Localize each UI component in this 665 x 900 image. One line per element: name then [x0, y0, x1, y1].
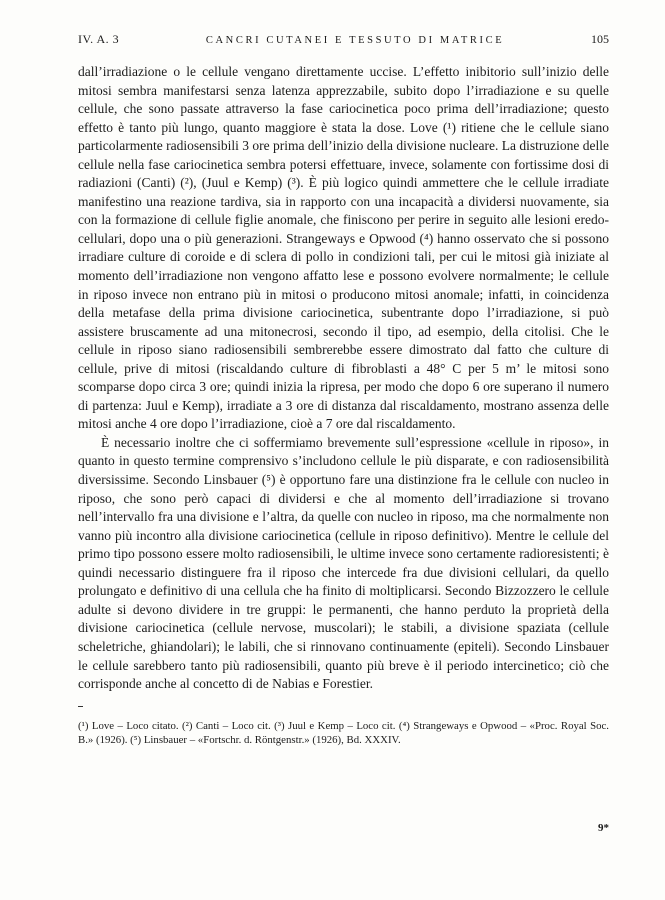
paragraph: dall’irradiazione o le cellule vengano direttamente uccise. L’effetto inibitorio sull’inizio delle mitosi sembra manifestarsi senza latenza apprezzabile, subito dopo l’irradiazione e su quelle cellule, che sono passate attraverso la fase cariocinetica poco prima dell’irradiazione; questo effetto è tanto più lungo, quanto maggiore è stata la dose. Love (¹) ritiene che le cellule siano particolarmente radiosensibili 3 ore prima dell’inizio della divisione nucleare. La distruzione delle cellule nella fase cariocinetica sembra potersi effettuare, invece, solamente con fortissime dosi di radiazioni (Canti) (²), (Juul e Kemp) (³). È più logico quindi ammettere che le cellule irradiate manifestino una reazione tardiva, sia in rapporto con una incapacità a dividersi nuovamente, sia con la formazione di cellule figlie anomale, che finiscono per perire in seguito alle lesioni eredo-cellulari, dopo una o più generazioni. Strangeways e Opwood (⁴) hanno osservato che si possono irradiare culture di coroide e di sclera di pollo in condizioni tali, per cui le mitosi già iniziate al momento dell’irradiazione non vengono affatto lese e possono evolvere normalmente; le cellule in riposo invece non entrano più in mitosi o producono mitosi anomale; infatti, in coincidenza della metafase della prima divisione cariocinetica, subentrante dopo l’irradiazione, si può assistere bruscamente ad una mitonecrosi, secondo il tipo, ad esempio, della citolisi. Che le cellule in riposo siano radiosensibili sembrerebbe essere dimostrato dal fatto che culture di cellule, prive di mitosi (riscaldando culture di fibroblasti a 48° C per 5 m’ le mitosi sono scomparse dopo circa 3 ore; quindi inizia la ripresa, per modo che dopo 6 ore superano il numero di partenza: Juul e Kemp), irradiate a 3 ore di distanza dal riscaldamento, mostrano assenza delle mitosi anche 4 ore dopo l’irradiazione, cioè a 7 ore dal riscaldamento.	[78, 64, 609, 432]
body-text	[78, 63, 609, 694]
paragraph: È necessario inoltre che ci soffermiamo brevemente sull’espressione «cellule in riposo», in quanto in questo termine comprensivo s’includono cellule le più disparate, e con radiosensibilità diversissime. Secondo Linsbauer (⁵) è opportuno fare una distinzione fra le cellule con nucleo in riposo, che sono però capaci di dividersi e che al momento dell’irradiazione si trovano nell’intervallo fra una divisione e l’altra, da quelle con nucleo in riposo, ma che normalmente non vanno più incontro alla divisione cariocinetica (cellule in riposo definitivo). Mentre le cellule del primo tipo possono essere molto radiosensibili, le ultime invece sono certamente radioresistenti; è quindi necessario distinguere fra il riposo che intercede fra due divisioni cellulari, da quello prolungato e definitivo di una cellula che ha finito di moltiplicarsi. Secondo Bizzozzero le cellule adulte si devono dividere in tre gruppi: le permanenti, che hanno perduto la proprietà della divisione cariocinetica (cellule nervose, muscolari); le stabili, a divisione spaziata (cellule scheletriche, ghiandolari); le labili, che si rinnovano continuamente (epiteli). Secondo Linsbauer le cellule sarebbero tanto più radiosensibili, quanto più breve è il periodo intercinetico; ciò che corrisponde anche al concetto di de Nabias e Forestier.	[78, 434, 609, 692]
footnotes: (¹) Love – Loco citato. (²) Canti – Loco cit. (³) Juul e Kemp – Loco cit. (⁴) Strangeways e Opwood – «Proc. Royal Soc. B.» (1926). (⁵) Linsbauer – «Fortschr. d. Röntgenstr.» (1926), Bd. XXXIV.	[78, 719, 609, 746]
section-number: IV. A. 3	[78, 32, 120, 46]
running-title: CANCRI CUTANEI E TESSUTO DI MATRICE	[205, 35, 505, 46]
signature-mark: 9*	[598, 822, 609, 834]
running-header	[78, 32, 609, 47]
page-number: 105	[590, 32, 609, 46]
footnote-rule	[78, 706, 83, 713]
